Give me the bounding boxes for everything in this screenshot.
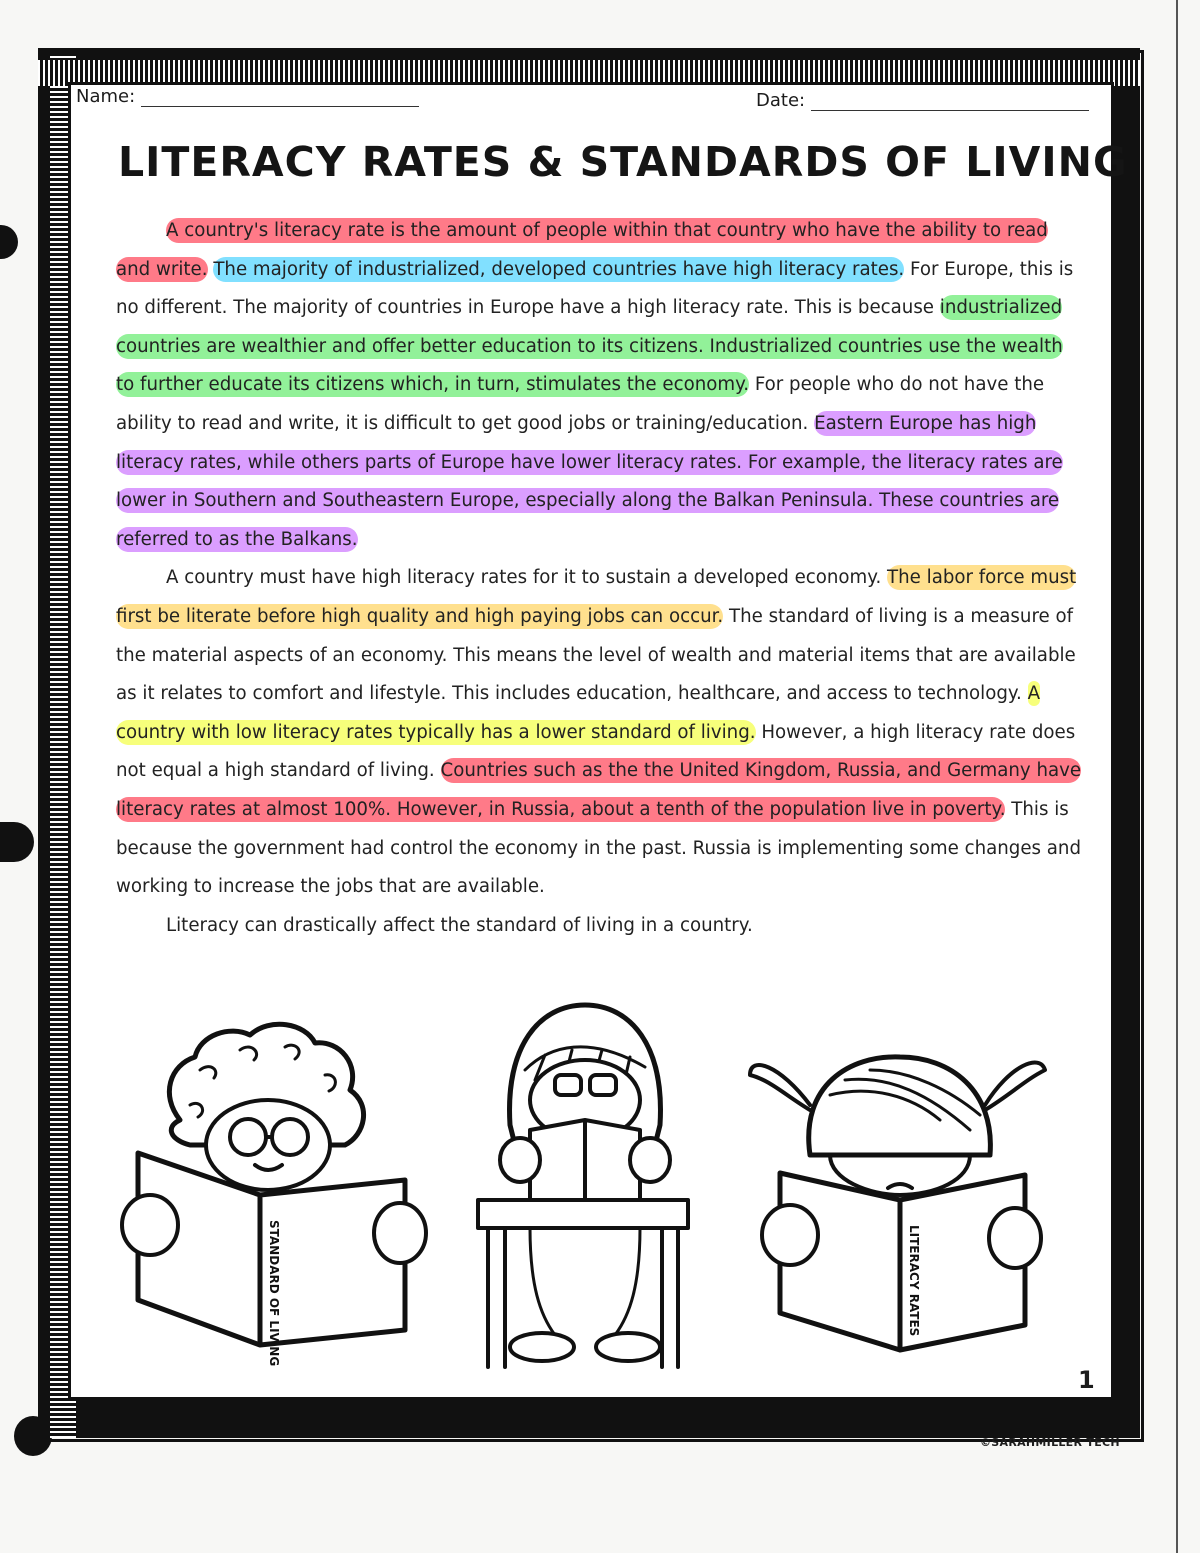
glasses-right-lens bbox=[590, 1075, 616, 1095]
face bbox=[206, 1100, 330, 1190]
page-number: 1 bbox=[1078, 1366, 1095, 1394]
date-line[interactable] bbox=[811, 92, 1089, 111]
left-shoe bbox=[510, 1333, 574, 1361]
frown bbox=[888, 1184, 912, 1188]
right-hand bbox=[630, 1138, 670, 1182]
highlight-purple: Eastern Europe has high literacy rates, while others parts of Europe have lower literacy rates. For example, the literacy rates are lower in Southern and Southeastern Europe, especially along the Balkan Peninsula. These countries are referred to as the Balkans. bbox=[116, 412, 1063, 550]
child-left bbox=[122, 1024, 426, 1366]
open-book bbox=[780, 1173, 1025, 1350]
right-shoe bbox=[596, 1333, 660, 1361]
page-title: LITERACY RATES & STANDARDS OF LIVING bbox=[118, 138, 1128, 186]
plain-text: A country must have high literacy rates for it to sustain a developed economy. bbox=[166, 567, 882, 589]
highlight-yellow: A country with low literacy rates typically has a lower standard of living. bbox=[116, 683, 1041, 743]
left-pigtail bbox=[750, 1065, 810, 1110]
kids-reading-illustration bbox=[110, 995, 1070, 1385]
open-book bbox=[530, 1120, 640, 1210]
highlight-green: industrialized countries are wealthier and offer better education to its citizens. Industrialized countries use the wealth to further educate its citizens which, in turn, stimulates the economy. bbox=[116, 297, 1063, 396]
glasses-left-lens bbox=[555, 1075, 581, 1095]
book-title-right: LITERACY RATES bbox=[907, 1225, 921, 1337]
highlight-red: Countries such as the the United Kingdom, Russia, and Germany have literacy rates at almost 100%. However, in Russia, about a tenth of the population live in poverty. bbox=[116, 760, 1082, 820]
book-title-left: STANDARD OF LIVING bbox=[267, 1220, 281, 1367]
paragraph-2 bbox=[116, 559, 1082, 906]
plain-text: This is because the government had control the economy in the past. Russia is implementing some changes and working to increase the jobs that are available. bbox=[116, 798, 1081, 898]
scan-edge-line bbox=[1176, 0, 1178, 1553]
plain-text: For Europe, this is no different. The majority of countries in Europe have a high literacy rate. This is because bbox=[116, 258, 1074, 319]
glasses-left-lens bbox=[230, 1119, 266, 1155]
highlight-orange: The labor force must first be literate before high quality and high paying jobs can occur. bbox=[116, 567, 1077, 627]
legs bbox=[530, 1228, 640, 1335]
desk-top bbox=[478, 1200, 688, 1228]
child-middle bbox=[478, 1005, 688, 1367]
child-right bbox=[750, 1057, 1045, 1350]
right-pigtail bbox=[985, 1063, 1045, 1110]
paragraph-1 bbox=[116, 212, 1082, 559]
binder-hole-top bbox=[0, 225, 18, 259]
binder-hole-middle bbox=[0, 822, 34, 862]
date-label: Date: bbox=[756, 90, 806, 111]
plain-text: However, a high literacy rate does not equal a high standard of living. bbox=[116, 721, 1076, 782]
date-field[interactable] bbox=[756, 90, 1089, 111]
highlight-red: A country's literacy rate is the amount of people within that country who have the ability to read and write. bbox=[116, 220, 1048, 280]
right-hand bbox=[374, 1203, 426, 1263]
plain-text: For people who do not have the ability to read and write, it is difficult to get good jobs or training/education. bbox=[116, 374, 1045, 434]
left-hand bbox=[500, 1138, 540, 1182]
paragraph-3: Literacy can drastically affect the standard of living in a country. bbox=[166, 914, 753, 936]
name-line[interactable] bbox=[141, 88, 419, 107]
highlight-blue: The majority of industrialized, developed countries have high literacy rates. bbox=[213, 258, 905, 280]
right-hand bbox=[989, 1208, 1041, 1268]
plain-text: The standard of living is a measure of the material aspects of an economy. This means the level of wealth and material items that are available as it relates to comfort and lifestyle. This includes education, healthcare, and access to technology. bbox=[116, 605, 1076, 705]
copyright-credit: ©SARAHMILLER TECH bbox=[980, 1436, 1120, 1449]
left-hand bbox=[122, 1195, 178, 1255]
name-label: Name: bbox=[76, 86, 136, 107]
reading-passage bbox=[116, 212, 1082, 945]
glasses-right-lens bbox=[272, 1119, 308, 1155]
left-hand bbox=[762, 1205, 818, 1265]
hair bbox=[809, 1057, 991, 1155]
name-field[interactable] bbox=[76, 86, 419, 107]
binder-holes bbox=[0, 0, 40, 1553]
